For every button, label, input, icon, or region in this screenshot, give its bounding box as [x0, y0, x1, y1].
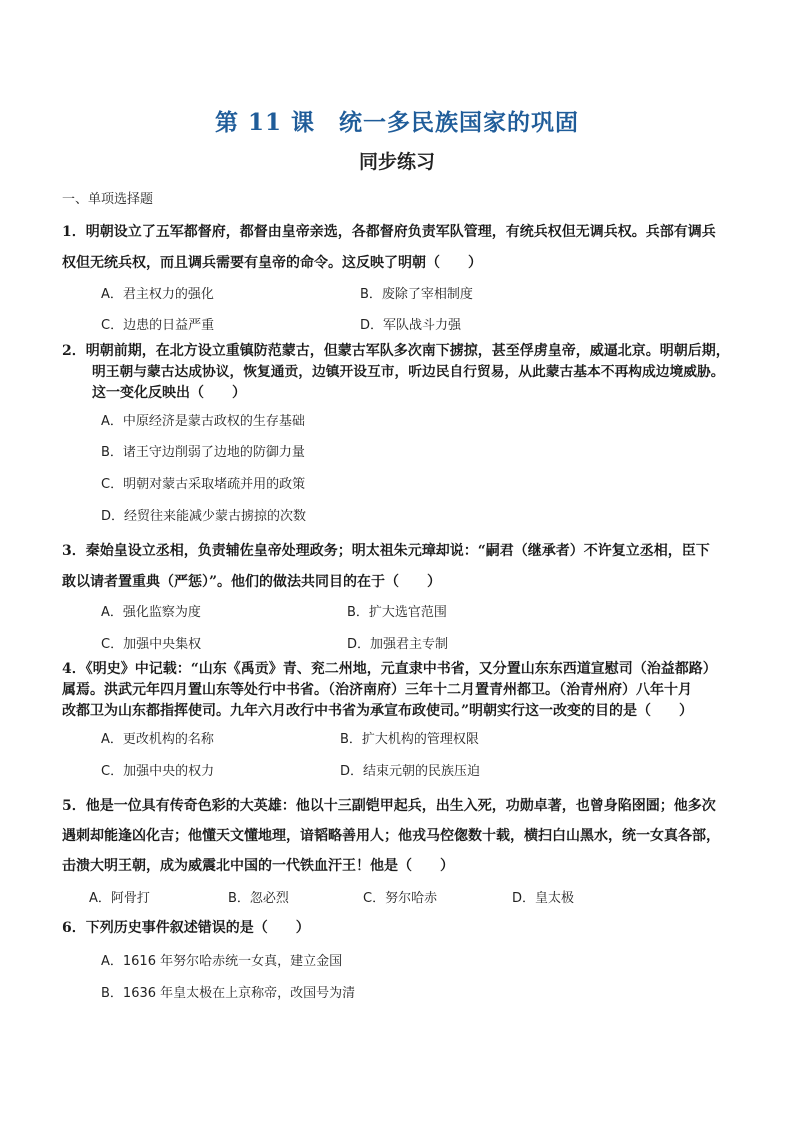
question-3: [62, 536, 732, 598]
question-1-line-2: 权但无统兵权，而且调兵需要有皇帝的命令。这反映了明朝（ ）: [62, 255, 482, 271]
question-1: [62, 217, 732, 279]
question-5: [62, 791, 732, 881]
question-4-option-b: B．扩大机构的管理权限: [340, 732, 479, 747]
question-6-option-a: A．1616 年努尔哈赤统一女真，建立金国: [101, 954, 343, 969]
page-title: 第 11 课 统一多民族国家的巩固: [214, 109, 580, 136]
question-3-option-a: A．强化监察为度: [101, 605, 201, 620]
section-heading: 一、单项选择题: [62, 192, 154, 207]
question-5-option-d: D．皇太极: [512, 891, 575, 906]
question-5-option-a: A．阿骨打: [89, 891, 150, 906]
question-3-option-d: D．加强君主专制: [347, 637, 449, 652]
question-2-line-1: 2．明朝前期，在北方设立重镇防范蒙古，但蒙古军队多次南下掳掠，甚至俘虏皇帝，威逼北京。明朝后期，: [62, 343, 730, 359]
question-4-line-1: 4．《明史》中记载：“山东《禹贡》青、兖二州地，元直隶中书省，又分置山东东西道宣慰司（治益都路）: [62, 661, 717, 677]
question-6-option-b: B．1636 年皇太极在上京称帝，改国号为清: [101, 986, 356, 1001]
question-1-option-c: C．边患的日益严重: [101, 318, 215, 333]
question-3-line-1: 3．秦始皇设立丞相，负责辅佐皇帝处理政务；明太祖朱元璋却说：“嗣君（继承者）不许复立丞相，臣下: [62, 543, 710, 559]
question-2-line-2: 明王朝与蒙古达成协议，恢复通贡，边镇开设互市，听边民自行贸易，从此蒙古基本不再构成边境威胁。: [92, 364, 725, 380]
question-6-line-1: 6．下列历史事件叙述错误的是（ ）: [62, 920, 310, 936]
question-5-line-1: 5．他是一位具有传奇色彩的大英雄：他以十三副铠甲起兵，出生入死，功勋卓著，也曾身陷囹圄；他多次: [62, 798, 716, 814]
question-3-option-b: B．扩大选官范围: [347, 605, 447, 620]
question-5-line-3: 击溃大明王朝，成为威震北中国的一代铁血汗王！他是（ ）: [62, 858, 454, 874]
question-3-option-c: C．加强中央集权: [101, 637, 202, 652]
question-1-option-a: A．君主权力的强化: [101, 287, 214, 302]
question-2-option-d: D．经贸往来能减少蒙古掳掠的次数: [101, 509, 307, 524]
question-4-option-d: D．结束元朝的民族压迫: [340, 764, 481, 779]
question-1-line-1: 1．明朝设立了五军都督府，都督由皇帝亲选，各都督府负责军队管理，有统兵权但无调兵权。兵部有调兵: [62, 224, 716, 240]
question-2: [62, 341, 732, 404]
page-subtitle: 同步练习: [358, 151, 435, 173]
question-2-option-b: B．诸王守边削弱了边地的防御力量: [101, 445, 305, 460]
question-3-line-2: 敢以请者置重典（严惩）”。他们的做法共同目的在于（ ）: [62, 574, 442, 590]
question-6: [62, 918, 732, 939]
question-2-option-c: C．明朝对蒙古采取堵疏并用的政策: [101, 477, 306, 492]
question-4-line-2: 属焉。洪武元年四月置山东等处行中书省。（治济南府）三年十二月置青州都卫。（治青州府）八年十月: [62, 682, 692, 698]
question-2-option-a: A．中原经济是蒙古政权的生存基础: [101, 414, 305, 429]
question-4-option-a: A．更改机构的名称: [101, 732, 214, 747]
question-4: [62, 659, 732, 722]
question-5-line-2: 遇刺却能逢凶化吉；他懂天文懂地理，谙韬略善用人；他戎马倥偬数十载，横扫白山黑水，统一女真各部，: [62, 828, 720, 844]
question-5-option-b: B．忽必烈: [228, 891, 289, 906]
question-1-option-d: D．军队战斗力强: [360, 318, 462, 333]
question-4-option-c: C．加强中央的权力: [101, 764, 215, 779]
question-1-option-b: B．废除了宰相制度: [360, 287, 473, 302]
question-2-line-3: 这一变化反映出（ ）: [92, 385, 246, 401]
question-4-line-3: 改都卫为山东都指挥使司。九年六月改行中书省为承宣布政使司。”明朝实行这一改变的目的是（ ）: [62, 703, 694, 719]
question-5-option-c: C．努尔哈赤: [363, 891, 438, 906]
